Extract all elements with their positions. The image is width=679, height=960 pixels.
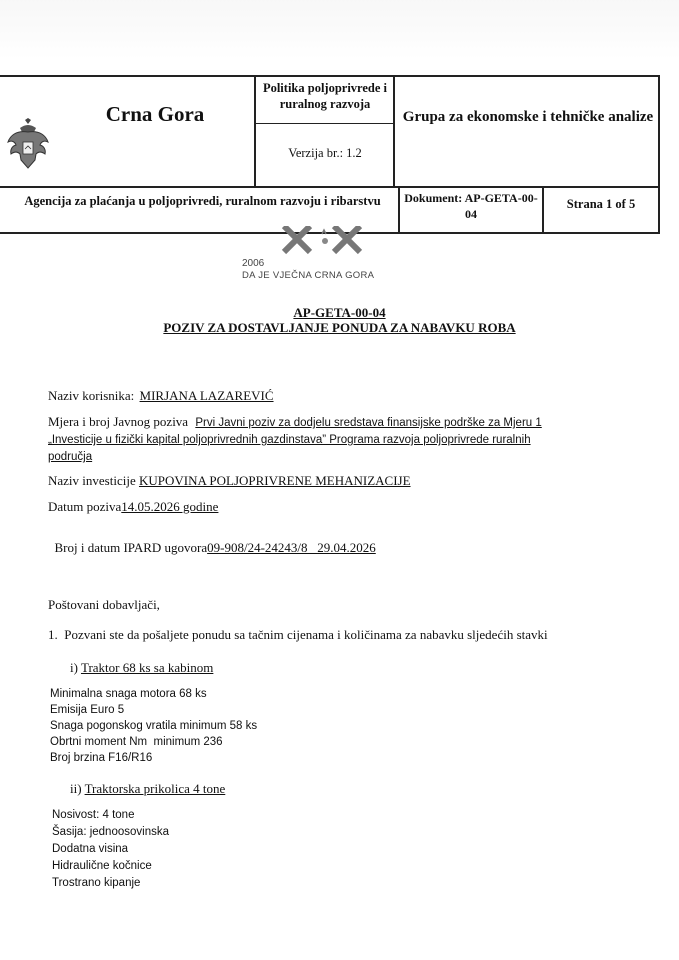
item-2-heading (70, 781, 225, 797)
call-line3: područja (48, 451, 93, 463)
spec-item: Broj brzina F16/R16 (50, 752, 153, 764)
logo-year: 2006 (242, 258, 265, 269)
agency-label: Agencija za plaćanja u poljoprivredi, ruralnom razvoju i ribarstvu (24, 194, 381, 208)
spec-item: Hidraulične kočnice (52, 860, 152, 872)
user-field (48, 388, 274, 404)
investment-label: Naziv investicije (48, 473, 136, 488)
call-label: Mjera i broj Javnog poziva (48, 414, 189, 429)
item-1-specs (50, 686, 257, 766)
group-label: Grupa za ekonomske i tehničke analize (402, 109, 654, 125)
spec-item: Minimalna snaga motora 68 ks (50, 688, 207, 700)
logo-slogan: DA JE VJEČNA CRNA GORA (242, 270, 375, 281)
spec-item: Nosivost: 4 tone (52, 809, 135, 821)
call-field (48, 413, 648, 466)
item-1-title: Traktor 68 ks sa kabinom (80, 660, 214, 675)
spec-item: Trostrano kipanje (52, 877, 141, 889)
call-line2: „Investicije u fizički kapital poljoprivrednih gazdinstava” Programa razvoja poljoprivrede ruralnih (48, 434, 531, 446)
contract-value: 09-908/24-24243/8 29.04.2026 (207, 540, 376, 555)
document-label: Dokument: AP-GETA-00-04 (404, 191, 538, 221)
investment-value: KUPOVINA POLJOPRIVRENE MEHANIZACIJE (138, 473, 411, 488)
spec-item: Emisija Euro 5 (50, 704, 125, 716)
date-field (48, 499, 218, 515)
user-label: Naziv korisnika: (48, 388, 135, 403)
document-title: POZIV ZA DOSTAVLJANJE PONUDA ZA NABAVKU ROBA (163, 320, 516, 335)
date-label: Datum poziva (48, 499, 122, 514)
spec-item: Snaga pogonskog vratila minimum 58 ks (50, 720, 258, 732)
page-label: Strana 1 of 5 (566, 197, 636, 211)
item-1-heading (70, 660, 213, 676)
version-label: Verzija br.: 1.2 (288, 146, 362, 160)
call-line1: Prvi Javni poziv za dodjelu sredstava finansijske podrške za Mjeru 1 (195, 417, 542, 429)
spec-item: Šasija: jednoosovinska (52, 826, 169, 838)
contract-label: Broj i datum IPARD ugovora (54, 540, 208, 555)
item-1-num: i) (70, 660, 78, 675)
scan-artifact (0, 0, 679, 60)
point-1: 1. Pozvani ste da pošaljete ponudu sa tačnim cijenama i količinama za nabavku sljedećih stavki (48, 627, 548, 642)
country-name: Crna Gora (105, 102, 205, 126)
contract-field (48, 524, 376, 556)
item-2-title: Traktorska prikolica 4 tone (84, 781, 226, 796)
coat-of-arms-icon (6, 118, 50, 172)
document-code: AP-GETA-00-04 (293, 305, 386, 320)
investment-field (48, 473, 411, 489)
date-value: 14.05.2026 godine (121, 499, 219, 514)
item-2-num: ii) (70, 781, 82, 796)
greeting: Poštovani dobavljači, (48, 597, 160, 612)
user-value: MIRJANA LAZAREVIĆ (139, 388, 274, 403)
spec-item: Obrtni moment Nm minimum 236 (50, 736, 223, 748)
item-2-specs (52, 807, 169, 892)
spec-item: Dodatna visina (52, 843, 129, 855)
anniversary-logo-icon (270, 226, 410, 272)
policy-label: Politika poljoprivrede i ruralnog razvoja (262, 81, 388, 111)
